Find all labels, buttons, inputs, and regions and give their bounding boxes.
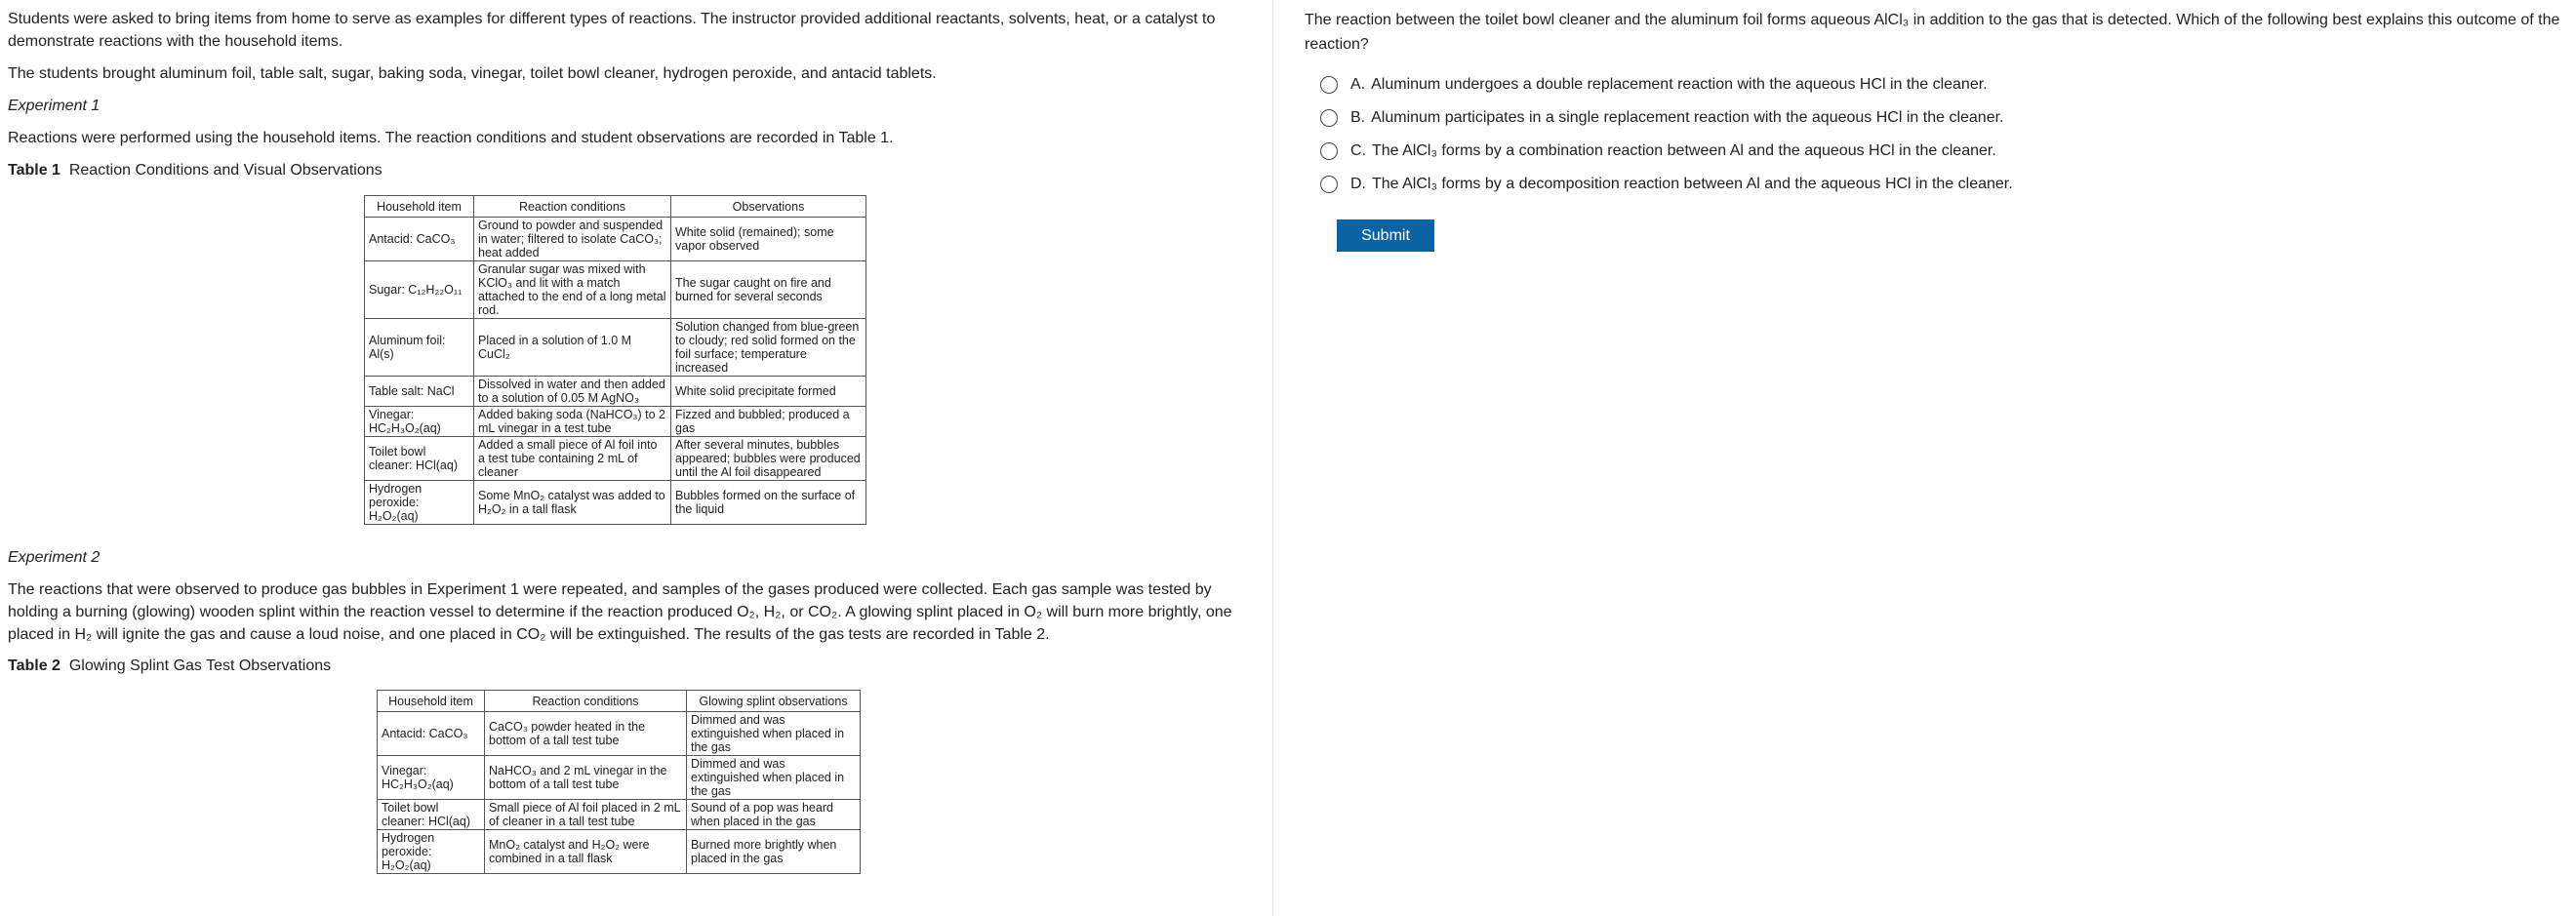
choice-letter: C. bbox=[1350, 142, 1366, 159]
choice-text: Aluminum undergoes a double replacement reaction with the aqueous HCl in the cleaner. bbox=[1371, 76, 1988, 93]
table-cell: Solution changed from blue-green to cloudy; red solid formed on the foil surface; temperature increased bbox=[671, 319, 866, 377]
experiment-1-title: Experiment 1 bbox=[8, 98, 101, 114]
experiment-1-text: Reactions were performed using the household items. The reaction conditions and student observations are recorded in Table 1. bbox=[8, 130, 894, 146]
table-row bbox=[378, 756, 861, 800]
table-cell: Ground to powder and suspended in water; filtered to isolate CaCO₃; heat added bbox=[474, 218, 671, 261]
radio-button-a[interactable] bbox=[1320, 76, 1338, 94]
choice-b[interactable] bbox=[1320, 101, 2576, 135]
table-cell: Added baking soda (NaHCO₃) to 2 mL vinegar in a test tube bbox=[474, 407, 671, 437]
table-1-header: Reaction conditions bbox=[474, 196, 671, 218]
choice-letter: D. bbox=[1350, 176, 1366, 192]
radio-button-b[interactable] bbox=[1320, 109, 1338, 127]
table-cell: Some MnO₂ catalyst was added to H₂O₂ in a tall flask bbox=[474, 481, 671, 525]
table-row bbox=[365, 437, 866, 481]
table-row bbox=[378, 712, 861, 756]
items-paragraph: The students brought aluminum foil, table salt, sugar, baking soda, vinegar, toilet bowl cleaner, hydrogen peroxide, and antacid tablets. bbox=[8, 65, 937, 82]
table-row bbox=[378, 830, 861, 874]
table-cell: Dimmed and was extinguished when placed in the gas bbox=[687, 712, 861, 756]
table-cell: Small piece of Al foil placed in 2 mL of cleaner in a tall test tube bbox=[485, 800, 687, 830]
table-cell: Hydrogen peroxide: H₂O₂(aq) bbox=[365, 481, 474, 525]
question-pane bbox=[1274, 0, 2576, 916]
table-2-header-row bbox=[378, 691, 861, 712]
table-cell: Burned more brightly when placed in the gas bbox=[687, 830, 861, 874]
choice-d[interactable] bbox=[1320, 168, 2576, 201]
table-2-caption bbox=[8, 655, 1237, 677]
table-row bbox=[365, 218, 866, 261]
table-2-header: Household item bbox=[378, 691, 485, 712]
choice-text: The AlCl₃ forms by a combination reaction between Al and the aqueous HCl in the cleaner. bbox=[1372, 142, 1996, 159]
table-row bbox=[365, 407, 866, 437]
table-cell: Placed in a solution of 1.0 M CuCl₂ bbox=[474, 319, 671, 377]
choice-text: The AlCl₃ forms by a decomposition reaction between Al and the aqueous HCl in the cleaner. bbox=[1372, 176, 2013, 192]
table-1-caption bbox=[8, 159, 1237, 181]
table-cell: Toilet bowl cleaner: HCl(aq) bbox=[378, 800, 485, 830]
table-cell: Dissolved in water and then added to a solution of 0.05 M AgNO₃ bbox=[474, 377, 671, 407]
table-2-header: Reaction conditions bbox=[485, 691, 687, 712]
table-2-header: Glowing splint observations bbox=[687, 691, 861, 712]
choice-c[interactable] bbox=[1320, 135, 2576, 168]
table-row bbox=[365, 377, 866, 407]
table-1-label: Table 1 bbox=[8, 162, 60, 179]
question-stem: The reaction between the toilet bowl cleaner and the aluminum foil forms aqueous AlCl₃ in addition to the gas that is detected. Which of the following best explains this outcome of the reaction? bbox=[1305, 12, 2560, 53]
table-1-title: Reaction Conditions and Visual Observations bbox=[68, 162, 382, 179]
table-cell: Sound of a pop was heard when placed in the gas bbox=[687, 800, 861, 830]
table-1-header: Observations bbox=[671, 196, 866, 218]
table-cell: MnO₂ catalyst and H₂O₂ were combined in a tall flask bbox=[485, 830, 687, 874]
table-2 bbox=[377, 690, 861, 874]
table-row bbox=[365, 261, 866, 319]
table-cell: Antacid: CaCO₃ bbox=[378, 712, 485, 756]
table-cell: Vinegar: HC₂H₃O₂(aq) bbox=[378, 756, 485, 800]
table-cell: Toilet bowl cleaner: HCl(aq) bbox=[365, 437, 474, 481]
table-2-title: Glowing Splint Gas Test Observations bbox=[68, 657, 332, 674]
choice-letter: A. bbox=[1350, 76, 1366, 93]
choice-letter: B. bbox=[1350, 109, 1366, 126]
table-cell: Table salt: NaCl bbox=[365, 377, 474, 407]
table-1-header-row bbox=[365, 196, 866, 218]
table-1 bbox=[364, 195, 866, 525]
table-cell: The sugar caught on fire and burned for several seconds bbox=[671, 261, 866, 319]
table-cell: After several minutes, bubbles appeared; bubbles were produced until the Al foil disappeared bbox=[671, 437, 866, 481]
table-cell: CaCO₃ powder heated in the bottom of a tall test tube bbox=[485, 712, 687, 756]
table-cell: Added a small piece of Al foil into a test tube containing 2 mL of cleaner bbox=[474, 437, 671, 481]
experiment-2-title: Experiment 2 bbox=[8, 549, 101, 566]
table-cell: Sugar: C₁₂H₂₂O₁₁ bbox=[365, 261, 474, 319]
table-cell: Antacid: CaCO₃ bbox=[365, 218, 474, 261]
table-2-label: Table 2 bbox=[8, 657, 60, 674]
experiment-2-text: The reactions that were observed to produce gas bubbles in Experiment 1 were repeated, and samples of the gases produced were collected. Each gas sample was tested by holding a burning (glowing) wooden splint within the reaction vessel to determine if the reaction produced O₂, H₂, or CO₂. A glowing splint placed in O₂ will burn more brightly, one placed in H₂ will ignite the gas and cause a loud noise, and one placed in CO₂ will be extinguished. The results of the gas tests are recorded in Table 2. bbox=[8, 581, 1232, 643]
radio-button-d[interactable] bbox=[1320, 176, 1338, 193]
table-row bbox=[378, 800, 861, 830]
submit-button[interactable]: Submit bbox=[1337, 219, 1434, 252]
intro-paragraph: Students were asked to bring items from home to serve as examples for different types of reactions. The instructor provided additional reactants, solvents, heat, or a catalyst to demonstrate reactions with the household items. bbox=[8, 11, 1216, 50]
radio-button-c[interactable] bbox=[1320, 142, 1338, 160]
table-cell: White solid (remained); some vapor observed bbox=[671, 218, 866, 261]
table-row bbox=[365, 481, 866, 525]
table-row bbox=[365, 319, 866, 377]
table-1-header: Household item bbox=[365, 196, 474, 218]
table-cell: Granular sugar was mixed with KClO₃ and lit with a match attached to the end of a long metal rod. bbox=[474, 261, 671, 319]
answer-choices bbox=[1305, 68, 2576, 201]
table-cell: Fizzed and bubbled; produced a gas bbox=[671, 407, 866, 437]
table-cell: Vinegar: HC₂H₃O₂(aq) bbox=[365, 407, 474, 437]
table-cell: Hydrogen peroxide: H₂O₂(aq) bbox=[378, 830, 485, 874]
table-cell: Aluminum foil: Al(s) bbox=[365, 319, 474, 377]
table-cell: NaHCO₃ and 2 mL vinegar in the bottom of a tall test tube bbox=[485, 756, 687, 800]
choice-text: Aluminum participates in a single replacement reaction with the aqueous HCl in the cleaner. bbox=[1371, 109, 2004, 126]
table-cell: Bubbles formed on the surface of the liquid bbox=[671, 481, 866, 525]
passage-pane bbox=[0, 0, 1273, 916]
choice-a[interactable] bbox=[1320, 68, 2576, 101]
table-cell: White solid precipitate formed bbox=[671, 377, 866, 407]
table-cell: Dimmed and was extinguished when placed in the gas bbox=[687, 756, 861, 800]
